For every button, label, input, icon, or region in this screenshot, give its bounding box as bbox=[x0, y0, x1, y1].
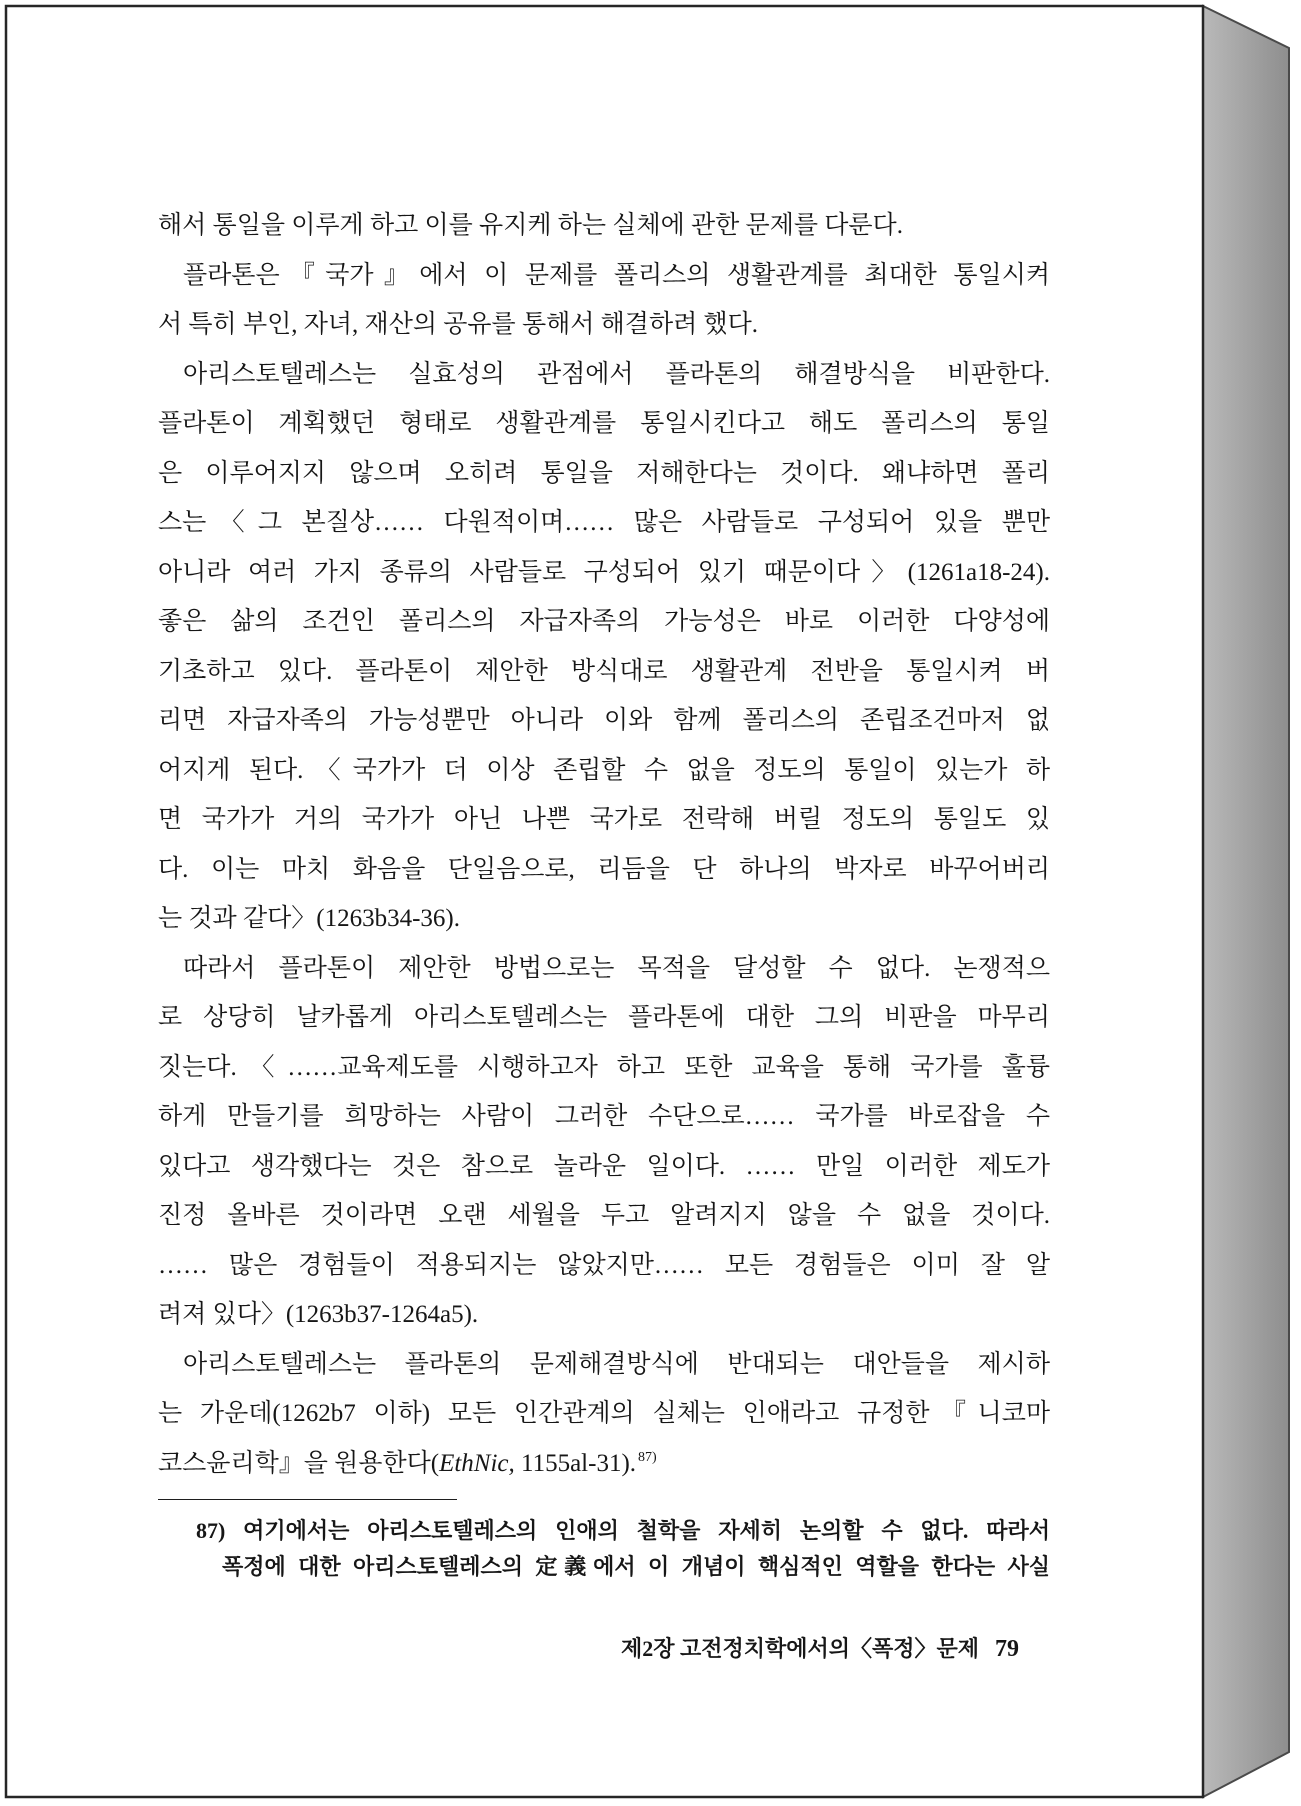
text-line: 아리스토텔레스는 실효성의 관점에서 플라톤의 해결방식을 비판한다. bbox=[183, 360, 1050, 388]
text-line: 는 가운데(1262b7 이하) 모든 인간관계의 실체는 인애라고 규정한『니코마 bbox=[158, 1400, 1050, 1427]
text-run: 1155al-31). bbox=[514, 1449, 637, 1477]
text-run: 코스윤리학』을 원용한다( bbox=[158, 1449, 440, 1477]
text-line: 아리스토텔레스는 플라톤의 문제해결방식에 반대되는 대안들을 제시하 bbox=[183, 1350, 1050, 1378]
text-line: 플라톤이 계획했던 형태로 생활관계를 통일시킨다고 해도 폴리스의 통일 bbox=[158, 410, 1050, 437]
text-line: 려져 있다〉(1263b37-1264a5). bbox=[158, 1301, 479, 1328]
footnote-line: 폭정에 대한 아리스토텔레스의 定義에서 이 개념이 핵심적인 역할을 한다는 사실 bbox=[222, 1554, 1050, 1579]
text-line: 는 것과 같다〉(1263b34-36). bbox=[158, 905, 460, 932]
text-line: 은 이루어지지 않으며 오히려 통일을 저해한다는 것이다. 왜냐하면 폴리 bbox=[158, 459, 1050, 487]
text-line: 짓는다.〈……교육제도를 시행하고자 하고 또한 교육을 통해 국가를 훌륭 bbox=[158, 1053, 1050, 1081]
text-line: 플라톤은『국가』에서 이 문제를 폴리스의 생활관계를 최대한 통일시켜 bbox=[183, 261, 1050, 289]
text-line: 좋은 삶의 조건인 폴리스의 자급자족의 가능성은 바로 이러한 다양성에 bbox=[158, 608, 1050, 635]
text-line: 서 특히 부인, 자녀, 재산의 공유를 통해서 해결하려 했다. bbox=[158, 311, 759, 338]
text-line: 해서 통일을 이루게 하고 이를 유지케 하는 실체에 관한 문제를 다룬다. bbox=[158, 212, 903, 239]
text-line: 다. 이는 마치 화음을 단일음으로, 리듬을 단 하나의 박자로 바꾸어버리 bbox=[158, 855, 1050, 883]
text-line: 하게 만들기를 희망하는 사람이 그러한 수단으로…… 국가를 바로잡을 수 bbox=[158, 1103, 1050, 1130]
text-line: 면 국가가 거의 국가가 아닌 나쁜 국가로 전락해 버릴 정도의 통일도 있 bbox=[158, 806, 1050, 833]
footnote-reference: 87) bbox=[638, 1450, 657, 1466]
book-edge bbox=[1203, 6, 1289, 1797]
chapter-title: 제2장 고전정치학에서의〈폭정〉문제 bbox=[620, 1636, 979, 1661]
paragraph bbox=[158, 251, 1050, 350]
footnote-text: 여기에서는 아리스토텔레스의 인애의 철학을 자세히 논의할 수 없다. 따라서 bbox=[243, 1518, 1050, 1543]
page-number: 79 bbox=[995, 1636, 1019, 1662]
text-line bbox=[158, 1439, 1050, 1489]
page-body bbox=[158, 201, 1050, 1488]
text-line: …… 많은 경험들이 적용되지는 않았지만…… 모든 경험들은 이미 잘 알 bbox=[158, 1251, 1050, 1279]
text-line: 어지게 된다.〈국가가 더 이상 존립할 수 없을 정도의 통일이 있는가 하 bbox=[158, 756, 1050, 784]
text-line: 로 상당히 날카롭게 아리스토텔레스는 플라톤에 대한 그의 비판을 마무리 bbox=[158, 1004, 1050, 1031]
text-line: 따라서 플라톤이 제안한 방법으로는 목적을 달성할 수 없다. 논쟁적으 bbox=[183, 954, 1050, 982]
footnote-number: 87) bbox=[196, 1518, 226, 1543]
text-line: 진정 올바른 것이라면 오랜 세월을 두고 알려지지 않을 수 없을 것이다. bbox=[158, 1202, 1050, 1229]
text-line: 리면 자급자족의 가능성뿐만 아니라 이와 함께 폴리스의 존립조건마저 없 bbox=[158, 707, 1050, 734]
text-line: 아니라 여러 가지 종류의 사람들로 구성되어 있기 때문이다〉(1261a18-24). bbox=[158, 558, 1050, 586]
text-line: 있다고 생각했다는 것은 참으로 놀라운 일이다. …… 만일 이러한 제도가 bbox=[158, 1152, 1050, 1180]
text-line: 기초하고 있다. 플라톤이 제안한 방식대로 생활관계 전반을 통일시켜 버 bbox=[158, 657, 1050, 685]
italic-citation: EthNic, bbox=[439, 1449, 515, 1477]
running-footer bbox=[560, 1630, 1019, 1668]
paragraph bbox=[158, 944, 1050, 1340]
footnote-rule bbox=[158, 1499, 457, 1500]
text-line: 스는〈그 본질상…… 다원적이며…… 많은 사람들로 구성되어 있을 뿐만 bbox=[158, 509, 1050, 536]
footnote-line bbox=[196, 1513, 1050, 1549]
paragraph bbox=[158, 201, 1050, 251]
paragraph bbox=[158, 350, 1050, 944]
paragraph bbox=[158, 1340, 1050, 1489]
